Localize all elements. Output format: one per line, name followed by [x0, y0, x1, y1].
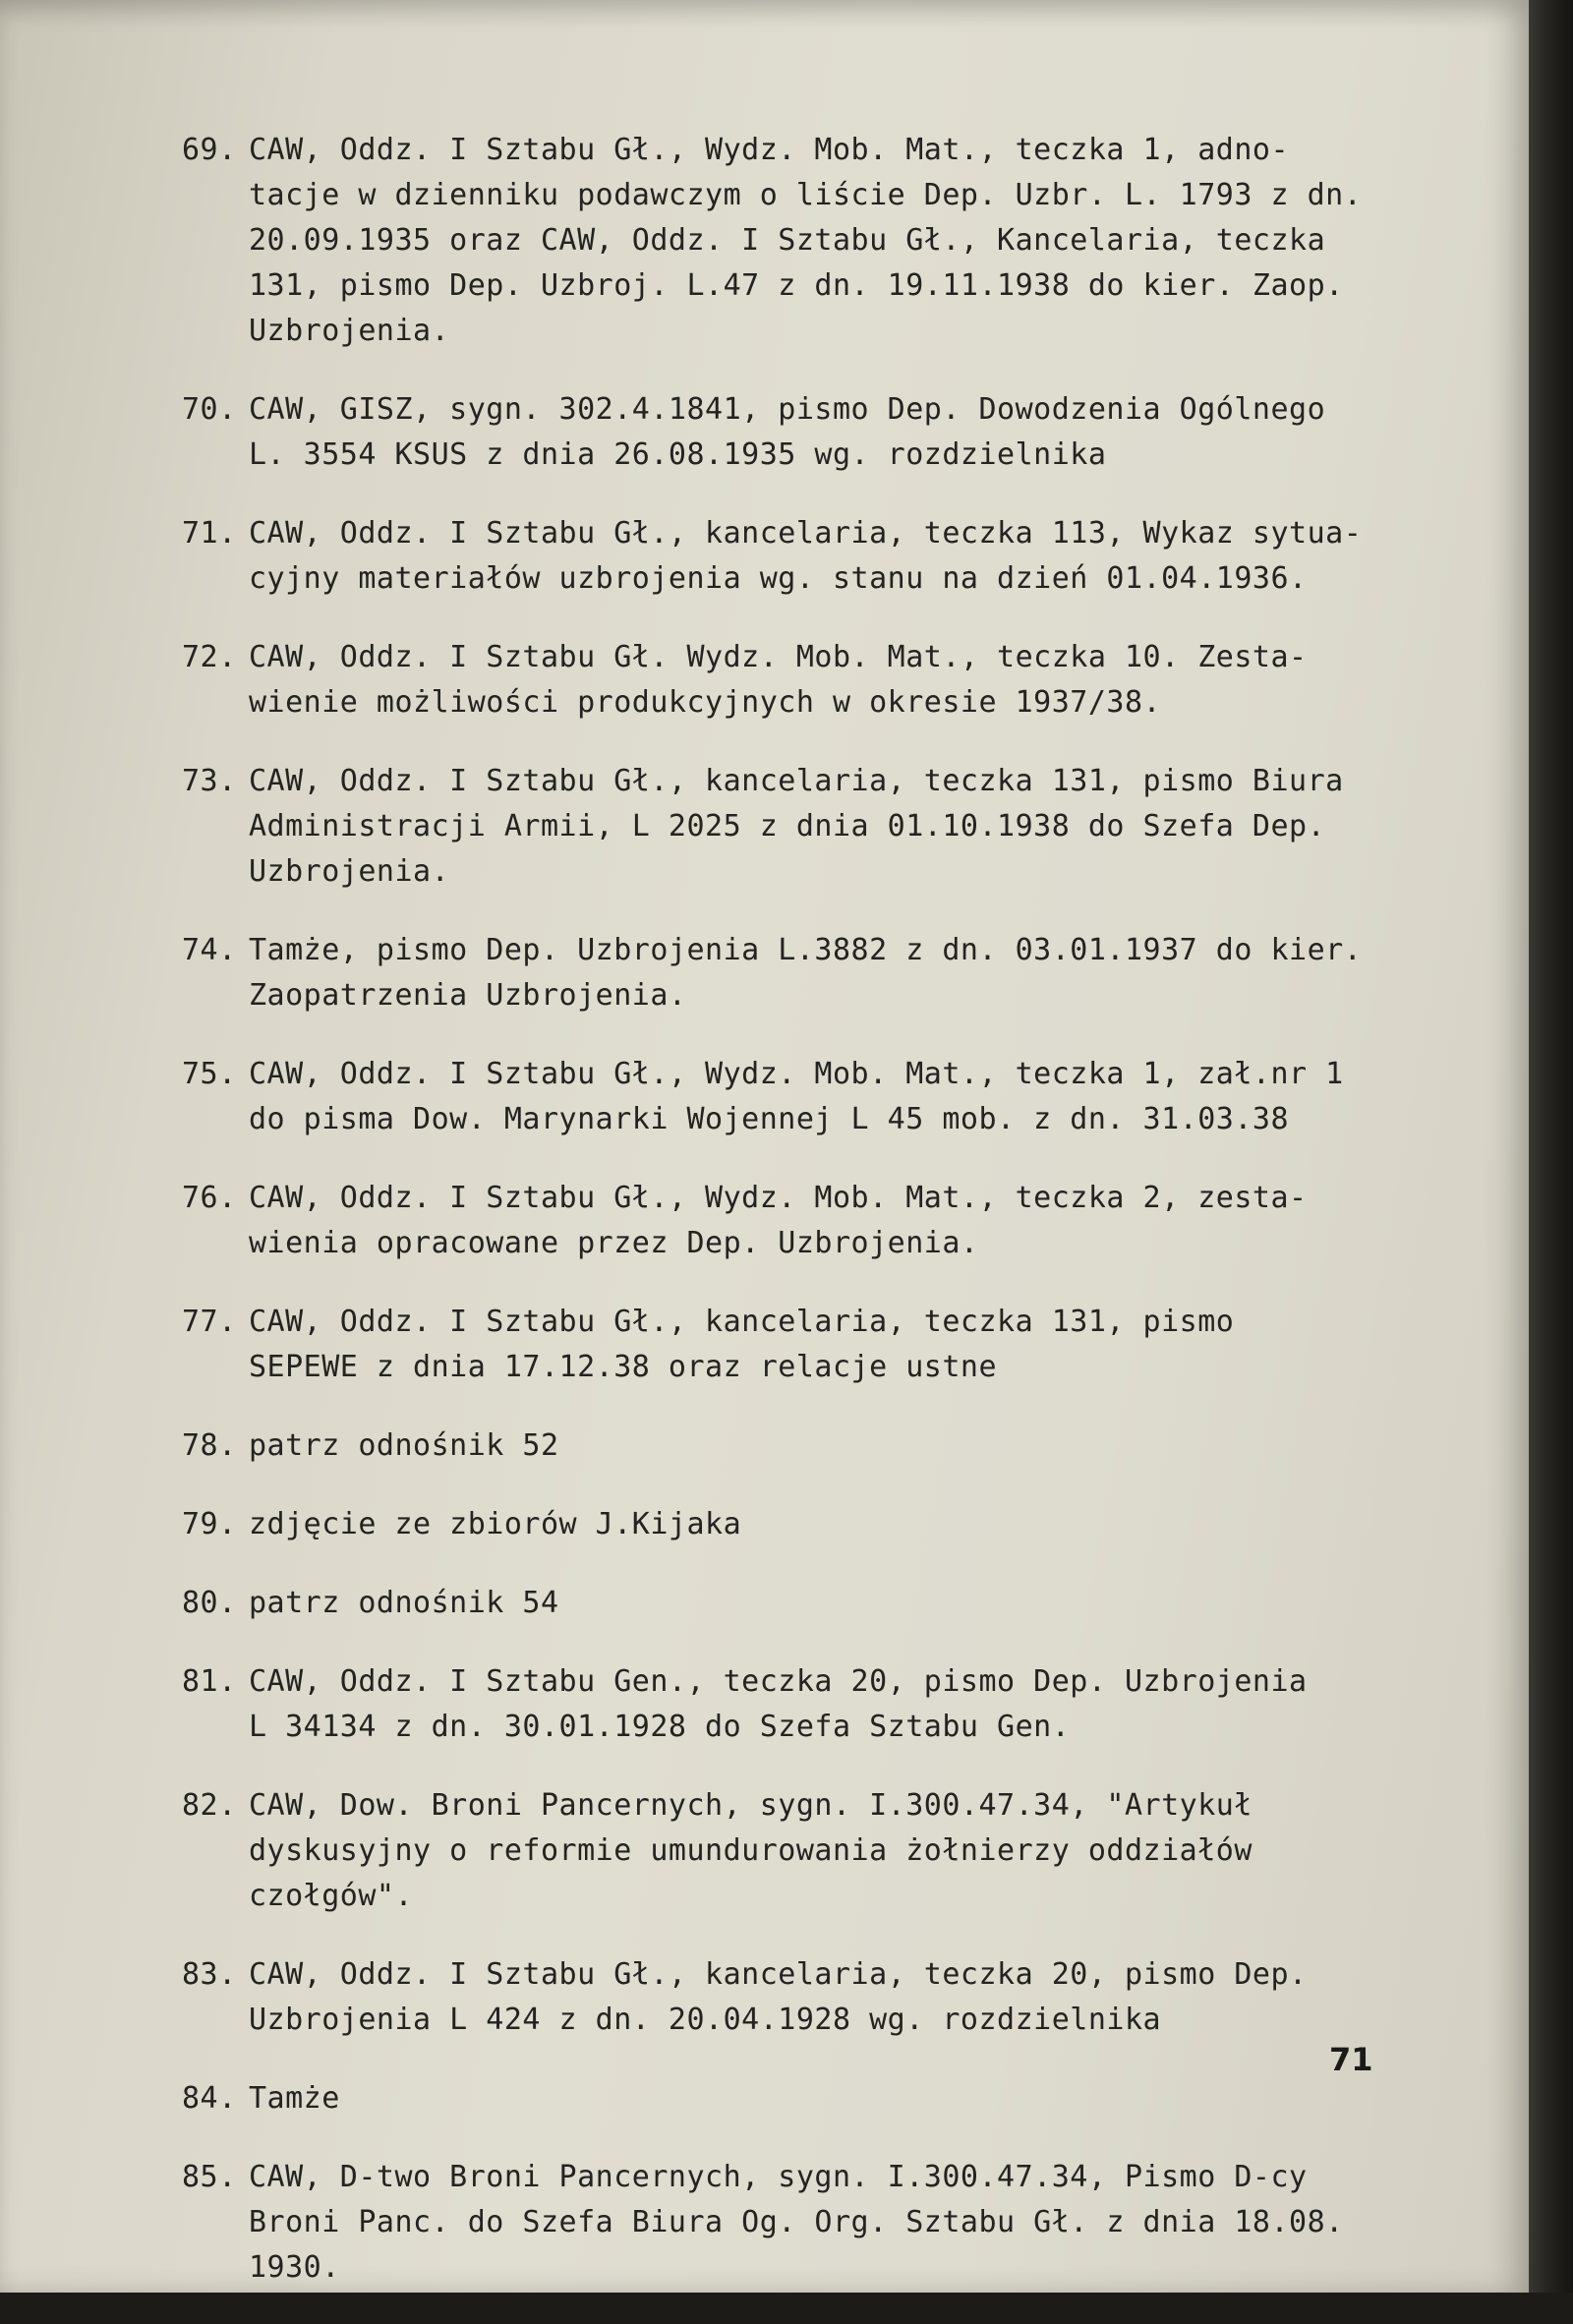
footnote-number: 69.: [182, 133, 237, 167]
footnote-line: L 34134 z dn. 30.01.1928 do Szefa Sztabu Gen.: [249, 1710, 1071, 1744]
footnote: [182, 1952, 1411, 2043]
footnote-text: [249, 2076, 1411, 2121]
footnote: [182, 1502, 1411, 1547]
footnote-text: [249, 387, 1411, 478]
footnote-number: 71.: [182, 516, 237, 551]
footnote-line: CAW, Oddz. I Sztabu Gł. Wydz. Mob. Mat., teczka 10. Zesta-: [249, 640, 1308, 674]
footnote-number: 72.: [182, 640, 237, 674]
footnote-line: CAW, Oddz. I Sztabu Gł., kancelaria, teczka 131, pismo: [249, 1305, 1235, 1339]
page-number: 71: [1329, 2041, 1373, 2078]
footnote-number: 82.: [182, 1788, 237, 1823]
footnote-line: CAW, D-two Broni Pancernych, sygn. I.300.47.34, Pismo D-cy: [249, 2160, 1308, 2194]
footnote-number: 78.: [182, 1428, 237, 1463]
footnote: [182, 511, 1411, 602]
footnote-line: tacje w dzienniku podawczym o liście Dep. Uzbr. L. 1793 z dn.: [249, 178, 1363, 212]
footnote-line: cyjny materiałów uzbrojenia wg. stanu na dzień 01.04.1936.: [249, 561, 1308, 596]
footnote-line: CAW, Oddz. I Sztabu Gł., Wydz. Mob. Mat., teczka 1, adno-: [249, 133, 1290, 167]
footnote: [182, 2076, 1411, 2121]
footnote-line: wienia opracowane przez Dep. Uzbrojenia.: [249, 1226, 979, 1260]
footnote-number: 74.: [182, 933, 237, 967]
footnote-line: CAW, GISZ, sygn. 302.4.1841, pismo Dep. Dowodzenia Ogólnego: [249, 392, 1326, 427]
footnote-text: [249, 1502, 1411, 1547]
footnote: [182, 1300, 1411, 1390]
footnote-text: [249, 635, 1411, 726]
footnote-number: 73.: [182, 764, 237, 798]
footnote-line: do pisma Dow. Marynarki Wojennej L 45 mob. z dn. 31.03.38: [249, 1102, 1290, 1136]
footnote-number: 76.: [182, 1181, 237, 1215]
footnote-number: 75.: [182, 1057, 237, 1091]
footnote-line: Tamże, pismo Dep. Uzbrojenia L.3882 z dn. 03.01.1937 do kier.: [249, 933, 1363, 967]
footnote-line: Uzbrojenia.: [249, 854, 450, 889]
footnote-line: CAW, Oddz. I Sztabu Gł., Wydz. Mob. Mat., teczka 1, zał.nr 1: [249, 1057, 1344, 1091]
footnote: [182, 2155, 1411, 2291]
footnote-line: SEPEWE z dnia 17.12.38 oraz relacje ustne: [249, 1350, 998, 1384]
footnote-line: Uzbrojenia.: [249, 314, 450, 348]
footnote-text: [249, 1659, 1411, 1750]
footnote-list: [182, 128, 1411, 2324]
footnote-line: Tamże: [249, 2081, 340, 2116]
footnote-number: 70.: [182, 392, 237, 427]
footnote-line: L. 3554 KSUS z dnia 26.08.1935 wg. rozdzielnika: [249, 437, 1107, 472]
footnote: [182, 1423, 1411, 1469]
footnote: [182, 1176, 1411, 1266]
footnote-text: [249, 1423, 1411, 1469]
footnote-text: [249, 1581, 1411, 1626]
footnote-number: 79.: [182, 1507, 237, 1541]
footnote: [182, 1783, 1411, 1919]
footnote: [182, 759, 1411, 895]
footnote-text: [249, 1176, 1411, 1266]
footnote: [182, 1581, 1411, 1626]
footnote-number: 81.: [182, 1664, 237, 1699]
footnote: [182, 635, 1411, 726]
footnote-line: Broni Panc. do Szefa Biura Og. Org. Sztabu Gł. z dnia 18.08.: [249, 2205, 1344, 2239]
footnote-text: [249, 759, 1411, 895]
footnote-text: [249, 928, 1411, 1018]
footnote-line: czołgów".: [249, 1879, 414, 1913]
footnote-number: 85.: [182, 2160, 237, 2194]
footnote-line: 1930.: [249, 2250, 340, 2285]
footnote: [182, 1052, 1411, 1142]
footnote-text: [249, 1300, 1411, 1390]
footnote-line: CAW, Oddz. I Sztabu Gł., kancelaria, teczka 131, pismo Biura: [249, 764, 1344, 798]
footnote-number: 80.: [182, 1586, 237, 1620]
footnote-line: 131, pismo Dep. Uzbroj. L.47 z dn. 19.11.1938 do kier. Zaop.: [249, 268, 1344, 303]
footnote-line: wienie możliwości produkcyjnych w okresie 1937/38.: [249, 685, 1162, 720]
footnote-line: CAW, Oddz. I Sztabu Gen., teczka 20, pismo Dep. Uzbrojenia: [249, 1664, 1308, 1699]
footnote-line: dyskusyjny o reformie umundurowania żołnierzy oddziałów: [249, 1833, 1253, 1868]
footnote-number: 84.: [182, 2081, 237, 2116]
footnote-line: Zaopatrzenia Uzbrojenia.: [249, 978, 687, 1013]
footnote-line: Administracji Armii, L 2025 z dnia 01.10.1938 do Szefa Dep.: [249, 809, 1326, 843]
footnote-line: patrz odnośnik 52: [249, 1428, 559, 1463]
footnote: [182, 928, 1411, 1018]
footnote-line: 20.09.1935 oraz CAW, Oddz. I Sztabu Gł., Kancelaria, teczka: [249, 223, 1326, 258]
footnote-number: 77.: [182, 1305, 237, 1339]
footnote-line: CAW, Oddz. I Sztabu Gł., Wydz. Mob. Mat., teczka 2, zesta-: [249, 1181, 1308, 1215]
footnote-number: 83.: [182, 1957, 237, 1992]
footnote: [182, 128, 1411, 354]
footnote: [182, 387, 1411, 478]
footnote-line: CAW, Oddz. I Sztabu Gł., kancelaria, teczka 20, pismo Dep.: [249, 1957, 1308, 1992]
footnote-text: [249, 128, 1411, 354]
footnote-line: zdjęcie ze zbiorów J.Kijaka: [249, 1507, 742, 1541]
footnote-text: [249, 1052, 1411, 1142]
footnote-text: [249, 511, 1411, 602]
footnote-line: CAW, Oddz. I Sztabu Gł., kancelaria, teczka 113, Wykaz sytua-: [249, 516, 1363, 551]
footnote-text: [249, 1952, 1411, 2043]
footnote-line: CAW, Dow. Broni Pancernych, sygn. I.300.47.34, "Artykuł: [249, 1788, 1253, 1823]
page-edge-shadow: [1529, 0, 1573, 2293]
footnote-line: Uzbrojenia L 424 z dn. 20.04.1928 wg. rozdzielnika: [249, 2003, 1162, 2037]
footnote-line: patrz odnośnik 54: [249, 1586, 559, 1620]
footnote-text: [249, 2155, 1411, 2291]
footnote-text: [249, 1783, 1411, 1919]
footnote: [182, 1659, 1411, 1750]
